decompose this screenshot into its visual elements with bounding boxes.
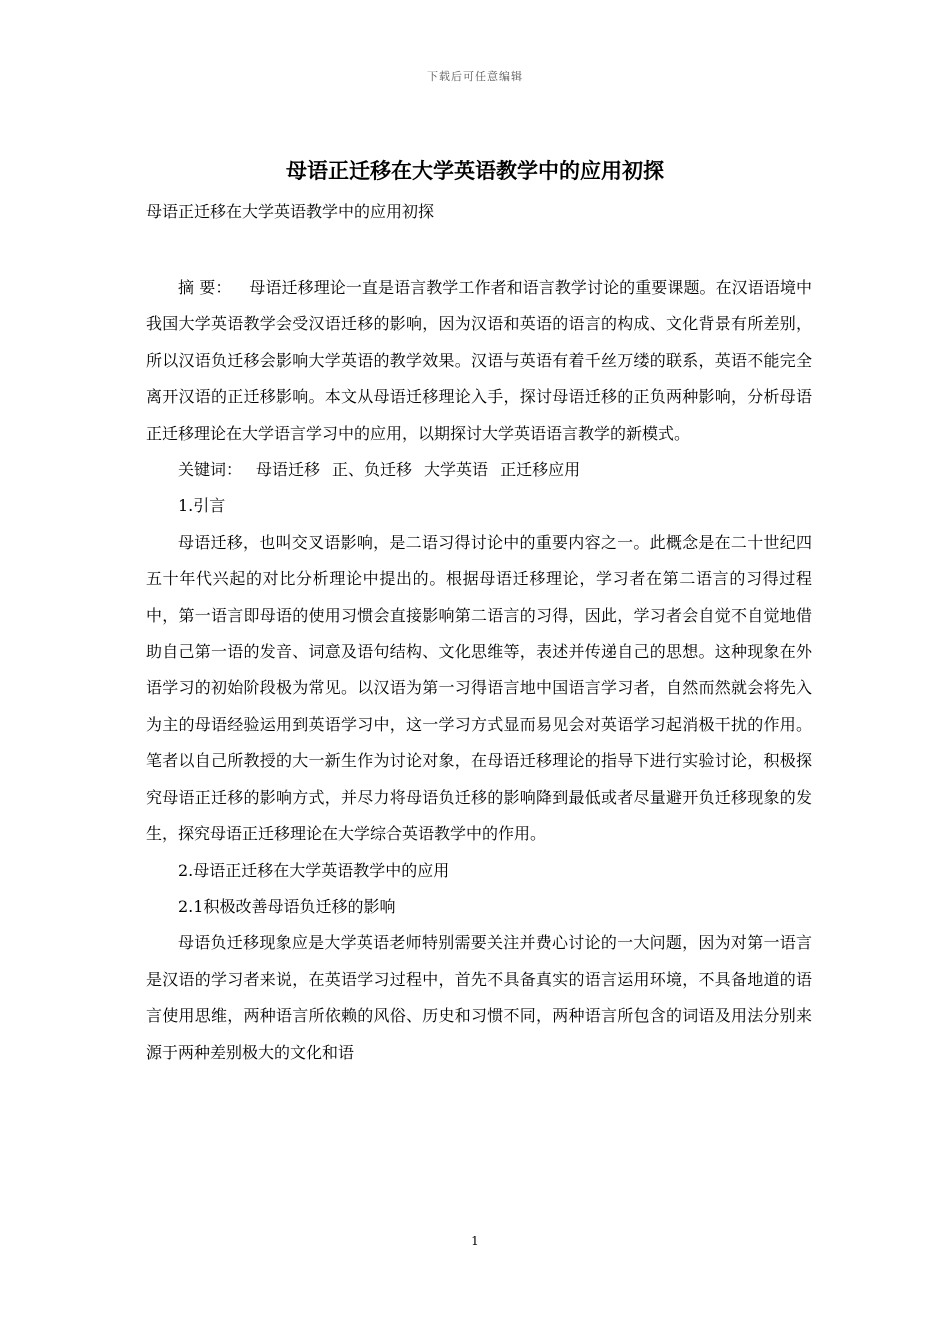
keyword-item: 大学英语	[424, 460, 489, 480]
section-heading-2-1: 2.1积极改善母语负迁移的影响	[178, 896, 396, 916]
document-body	[146, 270, 812, 1071]
section-1-paragraph: 母语迁移，也叫交叉语影响，是二语习得讨论中的重要内容之一。此概念是在二十世纪四五十年代兴起的对比分析理论中提出的。根据母语迁移理论，学习者在第二语言的习得过程中，第一语言即母语的使用习惯会直接影响第二语言的习得，因此，学习者会自觉不自觉地借助自己第一语的发音、词意及语句结构、文化思维等，表述并传递自己的思想。这种现象在外语学习的初始阶段极为常见。以汉语为第一习得语言地中国语言学习者，自然而然就会将先入为主的母语经验运用到英语学习中，这一学习方式显而易见会对英语学习起消极干扰的作用。笔者以自己所教授的大一新生作为讨论对象，在母语迁移理论的指导下进行实验讨论，积极探究母语正迁移的影响方式，并尽力将母语负迁移的影响降到最低或者尽量避开负迁移现象的发生，探究母语正迁移理论在大学综合英语教学中的作用。	[146, 532, 812, 844]
keywords-label: 关键词：	[178, 460, 243, 480]
header-note: 下载后可任意编辑	[427, 70, 523, 83]
subtitle: 母语正迁移在大学英语教学中的应用初探	[146, 202, 435, 221]
abstract-text: 母语迁移理论一直是语言教学工作者和语言教学讨论的重要课题。在汉语语境中我国大学英语教学会受汉语迁移的影响，因为汉语和英语的语言的构成、文化背景有所差别，所以汉语负迁移会影响大学英语的教学效果。汉语与英语有着千丝万缕的联系，英语不能完全离开汉语的正迁移影响。本文从母语迁移理论入手，探讨母语迁移的正负两种影响，分析母语正迁移理论在大学语言学习中的应用，以期探讨大学英语语言教学的新模式。	[146, 278, 812, 443]
keyword-item: 正、负迁移	[332, 460, 413, 480]
section-heading-1: 1.引言	[178, 496, 226, 516]
page-number: 1	[471, 1234, 479, 1248]
abstract-paragraph	[146, 270, 812, 452]
abstract-label: 摘 要：	[178, 278, 232, 297]
section-2-1-paragraph: 母语负迁移现象应是大学英语老师特别需要关注并费心讨论的一大问题，因为对第一语言是汉语的学习者来说，在英语学习过程中，首先不具备真实的语言运用环境，不具备地道的语言使用思维，两种语言所依赖的风俗、历史和习惯不同，两种语言所包含的词语及用法分别来源于两种差别极大的文化和语	[146, 933, 812, 1062]
section-heading-2: 2.母语正迁移在大学英语教学中的应用	[178, 860, 450, 880]
page-title: 母语正迁移在大学英语教学中的应用初探	[286, 158, 664, 183]
keywords-paragraph	[146, 452, 812, 488]
keyword-item: 母语迁移	[256, 460, 321, 480]
keyword-item: 正迁移应用	[500, 460, 581, 480]
